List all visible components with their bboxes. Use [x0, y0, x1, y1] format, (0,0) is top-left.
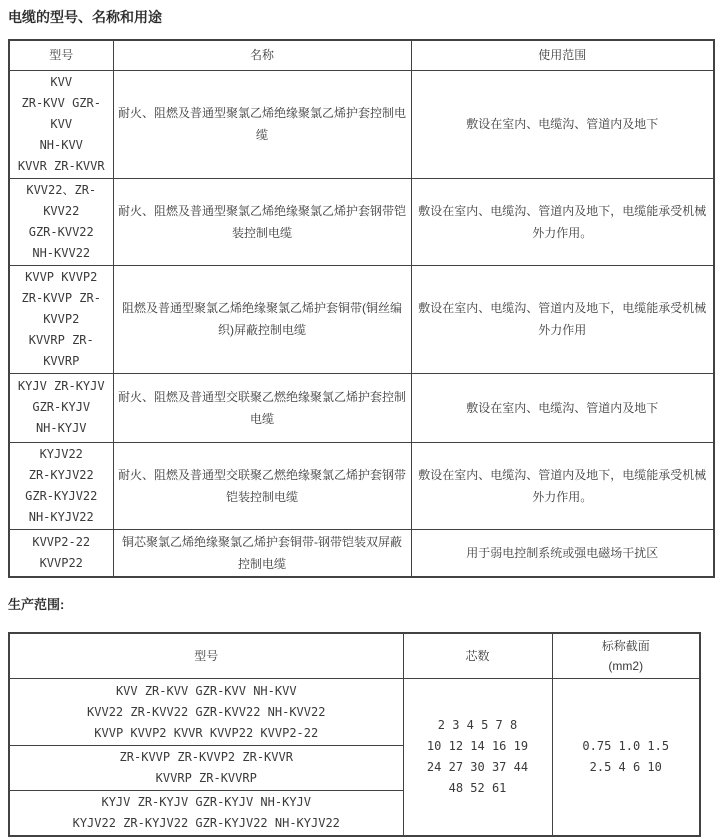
cable-table-row [9, 178, 714, 265]
usage-cell: 敷设在室内、电缆沟、管道内及地下，电缆能承受机械外力作用 [411, 265, 714, 373]
name-cell: 耐火、阻燃及普通型聚氯乙烯绝缘聚氯乙烯护套控制电缆 [113, 70, 411, 178]
cores-cell [403, 679, 552, 837]
cable-table-row [9, 265, 714, 373]
production-table-row [9, 679, 700, 746]
name-cell: 铜芯聚氯乙烯绝缘聚氯乙烯护套铜带-钢带铠装双屏蔽控制电缆 [113, 529, 411, 577]
cable-table-body [9, 70, 714, 577]
model-line: KVVP KVVP2 [13, 267, 110, 288]
section-title: 生产范围: [8, 594, 713, 613]
model-line: KYJV ZR-KYJV GZR-KYJV NH-KYJV [13, 792, 400, 813]
section-line: 0.75 1.0 1.5 [556, 736, 697, 757]
cores-line: 48 52 61 [407, 778, 549, 799]
header-cores: 芯数 [403, 633, 552, 679]
model-line: ZR-KVVP ZR-KVVP2 [13, 288, 110, 330]
model-line: KVV ZR-KVV GZR-KVV NH-KVV [13, 681, 400, 702]
cores-line: 10 12 14 16 19 [407, 736, 549, 757]
model-line: GZR-KYJV22 [13, 486, 110, 507]
production-range-table [8, 632, 701, 837]
header-nominal-section-line1: 标称截面 [556, 636, 697, 656]
model-cell [9, 265, 113, 373]
model-line: GZR-KVV22 [13, 222, 110, 243]
model-group-cell [9, 746, 403, 791]
section-line: 2.5 4 6 10 [556, 757, 697, 778]
model-line: KVVP KVVP2 KVVR KVVP22 KVVP2-22 [13, 723, 400, 744]
cores-line: 24 27 30 37 44 [407, 757, 549, 778]
name-cell: 耐火、阻燃及普通型交联聚乙燃绝缘聚氯乙烯护套控制电缆 [113, 373, 411, 442]
section-cell [552, 679, 700, 837]
cores-line: 2 3 4 5 7 8 [407, 715, 549, 736]
model-cell [9, 373, 113, 442]
usage-cell: 用于弱电控制系统或强电磁场干扰区 [411, 529, 714, 577]
model-line: KVVRP ZR-KVVRP [13, 768, 400, 789]
cable-usage-table [8, 39, 715, 578]
model-cell [9, 442, 113, 529]
usage-cell: 敷设在室内、电缆沟、管道内及地下 [411, 70, 714, 178]
cable-table-row [9, 442, 714, 529]
model-line: NH-KYJV22 [13, 507, 110, 528]
model-line: KVVP22 [13, 553, 110, 574]
model-group-cell [9, 679, 403, 746]
model-line: KYJV22 ZR-KYJV22 GZR-KYJV22 NH-KYJV22 [13, 813, 400, 834]
model-line: KVV [13, 72, 110, 93]
header-model: 型号 [9, 40, 113, 70]
cable-table-row [9, 70, 714, 178]
usage-cell: 敷设在室内、电缆沟、管道内及地下，电缆能承受机械外力作用。 [411, 442, 714, 529]
name-cell: 耐火、阻燃及普通型交联聚乙燃绝缘聚氯乙烯护套钢带铠装控制电缆 [113, 442, 411, 529]
name-cell: 阻燃及普通型聚氯乙烯绝缘聚氯乙烯护套铜带(铜丝编织)屏蔽控制电缆 [113, 265, 411, 373]
model-cell [9, 178, 113, 265]
model-line: KVV22 ZR-KVV22 GZR-KVV22 NH-KVV22 [13, 702, 400, 723]
model-line: KVV22、ZR-KVV22 [13, 180, 110, 222]
name-cell: 耐火、阻燃及普通型聚氯乙烯绝缘聚氯乙烯护套钢带铠装控制电缆 [113, 178, 411, 265]
model-line: GZR-KYJV [13, 397, 110, 418]
model-line: NH-KVV [13, 135, 110, 156]
usage-cell: 敷设在室内、电缆沟、管道内及地下，电缆能承受机械外力作用。 [411, 178, 714, 265]
model-line: KVVRP ZR-KVVRP [13, 330, 110, 372]
usage-cell: 敷设在室内、电缆沟、管道内及地下 [411, 373, 714, 442]
cable-table-row [9, 373, 714, 442]
model-line: KYJV ZR-KYJV [13, 376, 110, 397]
header-name: 名称 [113, 40, 411, 70]
header-usage: 使用范围 [411, 40, 714, 70]
model-line: ZR-KYJV22 [13, 465, 110, 486]
model-line: NH-KYJV [13, 418, 110, 439]
model-line: KVVR ZR-KVVR [13, 156, 110, 177]
cable-table-row [9, 529, 714, 577]
production-table-body [9, 679, 700, 837]
model-cell [9, 529, 113, 577]
model-line: KYJV22 [13, 444, 110, 465]
model-cell [9, 70, 113, 178]
cable-table-header-row [9, 40, 714, 70]
header-nominal-section [552, 633, 700, 679]
model-line: NH-KVV22 [13, 243, 110, 264]
production-table-header-row [9, 633, 700, 679]
model-group-cell [9, 791, 403, 837]
model-line: ZR-KVVP ZR-KVVP2 ZR-KVVR [13, 747, 400, 768]
model-line: ZR-KVV GZR-KVV [13, 93, 110, 135]
model-line: KVVP2-22 [13, 532, 110, 553]
header-model2: 型号 [9, 633, 403, 679]
header-nominal-section-line2: (mm2) [556, 656, 697, 676]
page-title: 电缆的型号、名称和用途 [8, 7, 713, 27]
